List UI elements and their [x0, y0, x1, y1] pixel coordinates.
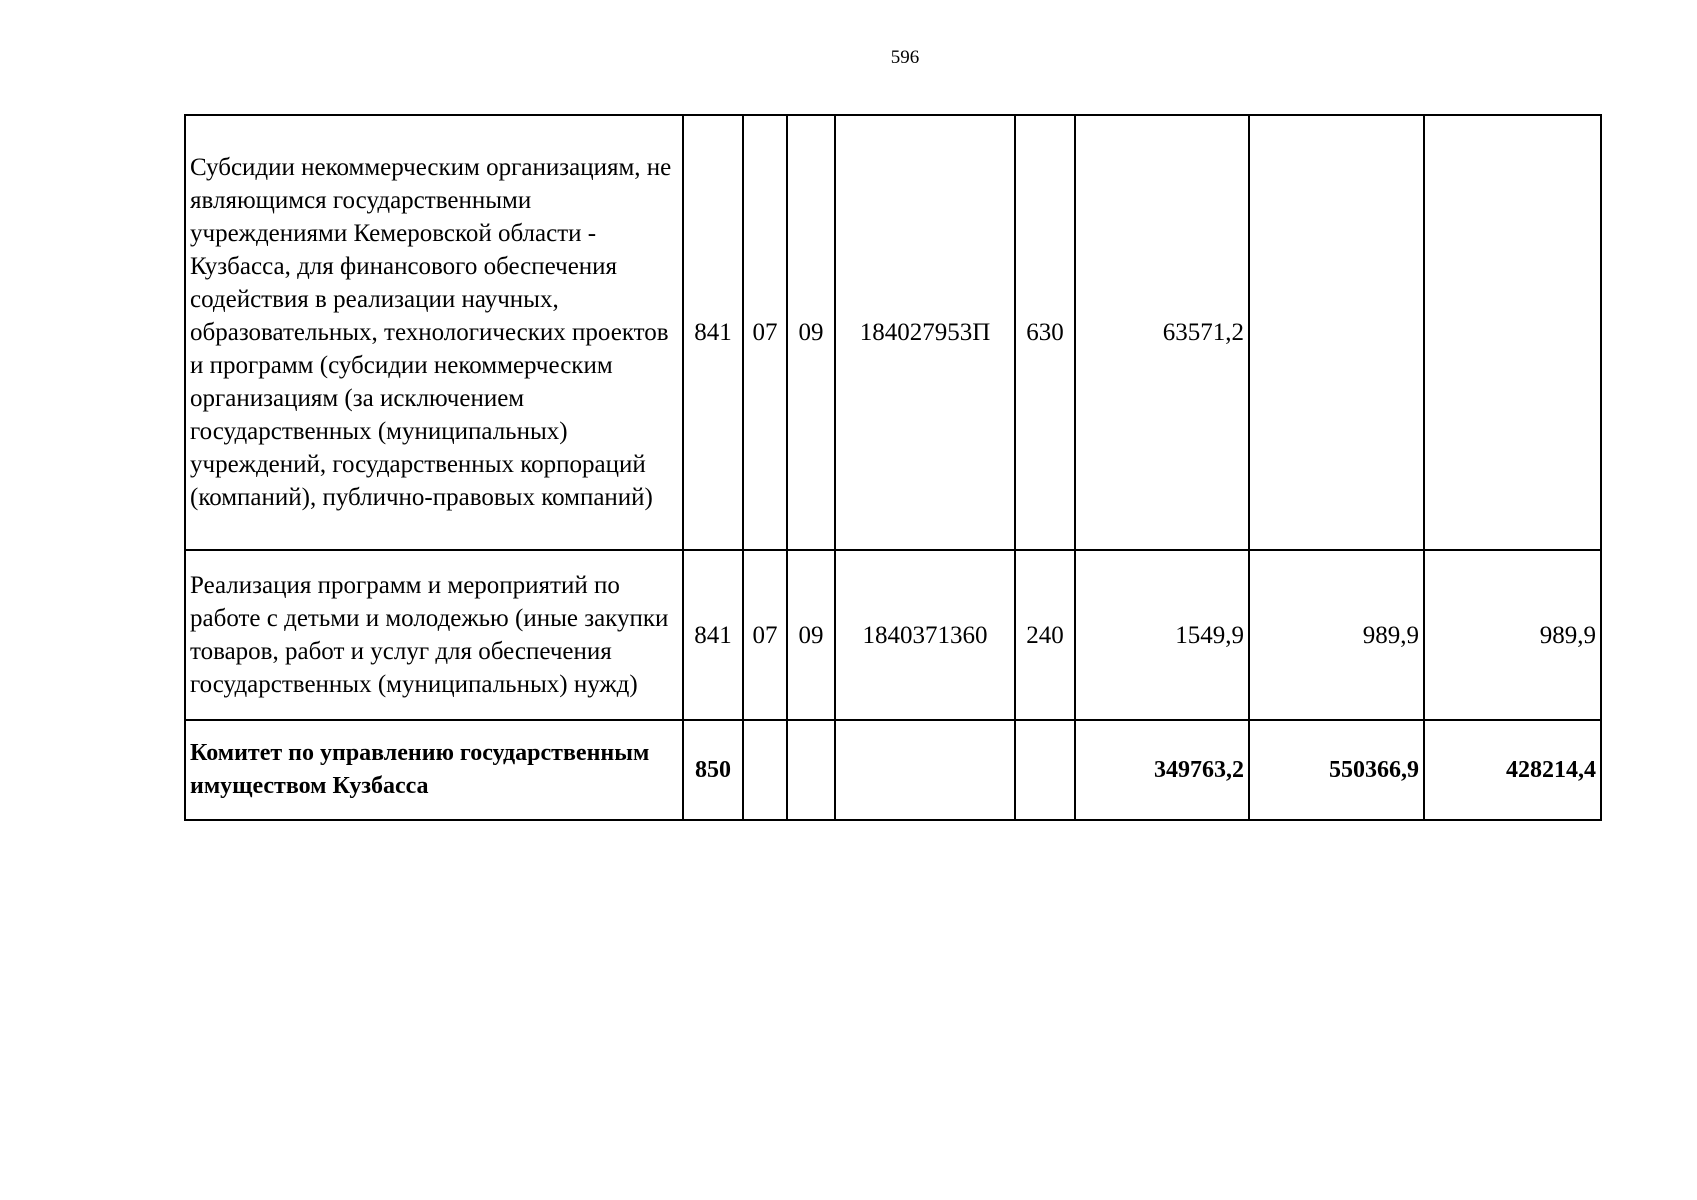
sum-cell-1: 1549,9 — [1075, 550, 1249, 720]
expense-type-code — [1015, 720, 1075, 820]
subsection-code — [787, 720, 835, 820]
target-article-code — [835, 720, 1015, 820]
table-row — [185, 550, 1601, 720]
budget-table — [184, 114, 1602, 821]
expense-type-code: 630 — [1015, 115, 1075, 550]
subsection-code: 09 — [787, 550, 835, 720]
section-code: 07 — [743, 115, 787, 550]
ministry-code: 841 — [683, 115, 743, 550]
table-row — [185, 720, 1601, 820]
sum-cell-2: 550366,9 — [1249, 720, 1424, 820]
ministry-code: 841 — [683, 550, 743, 720]
row-name: Реализация программ и мероприятий по работе с детьми и молодежью (иные закупки товаров, работ и услуг для обеспечения государственных (муниципальных) нужд) — [185, 550, 683, 720]
row-name: Комитет по управлению государственным имуществом Кузбасса — [185, 720, 683, 820]
target-article-code: 1840371360 — [835, 550, 1015, 720]
sum-cell-3: 989,9 — [1424, 550, 1601, 720]
subsection-code: 09 — [787, 115, 835, 550]
section-code — [743, 720, 787, 820]
sum-cell-3 — [1424, 115, 1601, 550]
sum-cell-2 — [1249, 115, 1424, 550]
ministry-code: 850 — [683, 720, 743, 820]
section-code: 07 — [743, 550, 787, 720]
row-name: Субсидии некоммерческим организациям, не являющимся государственными учреждениями Кемеровской области - Кузбасса, для финансового обеспечения содействия в реализации научных, образовательных, технологических проектов и программ (субсидии некоммерческим организациям (за исключением государственных (муниципальных) учреждений, государственных корпораций (компаний), публично-правовых компаний) — [185, 115, 683, 550]
sum-cell-3: 428214,4 — [1424, 720, 1601, 820]
table-row — [185, 115, 1601, 550]
page-number: 596 — [890, 47, 920, 68]
expense-type-code: 240 — [1015, 550, 1075, 720]
sum-cell-1: 63571,2 — [1075, 115, 1249, 550]
sum-cell-1: 349763,2 — [1075, 720, 1249, 820]
target-article-code: 184027953П — [835, 115, 1015, 550]
sum-cell-2: 989,9 — [1249, 550, 1424, 720]
